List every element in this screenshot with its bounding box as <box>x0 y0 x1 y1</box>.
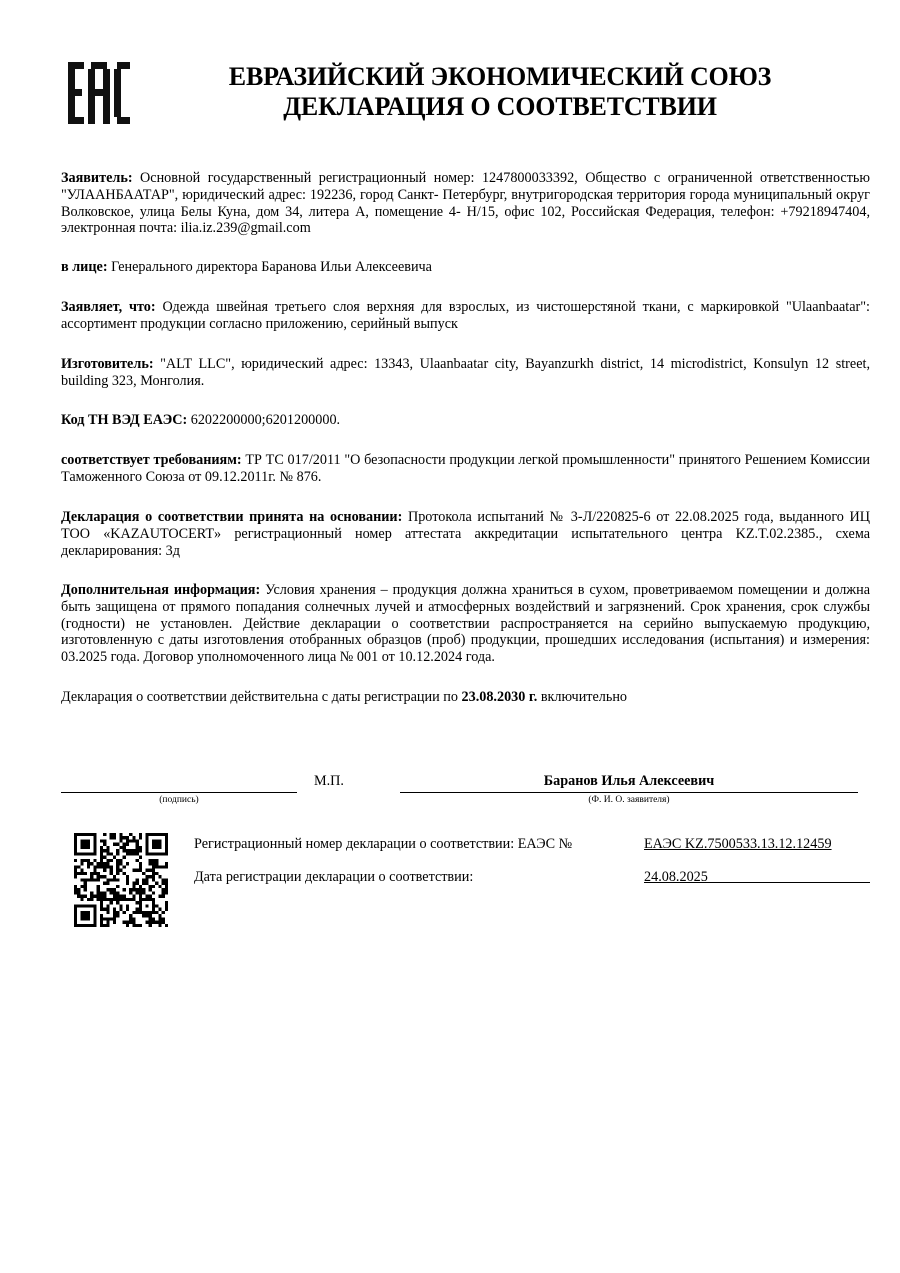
name-caption: (Ф. И. О. заявителя) <box>588 795 670 805</box>
declares-text: Одежда швейная третьего слоя верхняя для взрослых, из чистошерстяной ткани, с маркировкой "Ulaanbaatar": ассортимент продукции согласно приложению, серийный выпуск <box>61 299 870 332</box>
requirements-text: ТР ТС 017/2011 "О безопасности продукции легкой промышленности" принятого Решением Комиссии Таможенного Союза от 09.12.2011г. № 876. <box>61 452 870 485</box>
registration-date-underline <box>644 882 870 883</box>
name-line <box>400 792 858 793</box>
person-section <box>61 259 870 276</box>
registration-date-value: 24.08.2025 <box>644 869 708 885</box>
manufacturer-text: "ALT LLC", юридический адрес: 13343, Ulaanbaatar city, Bayanzurkh district, 14 microdistrict, Konsulyn 12 street, building 323, Монголия. <box>61 356 870 389</box>
basis-label: Декларация о соответствии принята на основании: <box>61 509 403 525</box>
document-header <box>150 62 850 122</box>
validity-suffix: включительно <box>537 689 628 705</box>
declares-section <box>61 299 870 333</box>
person-label: в лице: <box>61 259 108 275</box>
stamp-place-label: М.П. <box>314 773 344 789</box>
person-text: Генерального директора Баранова Ильи Алексеевича <box>107 259 432 275</box>
declares-label: Заявляет, что: <box>61 299 156 315</box>
tn-ved-label: Код ТН ВЭД ЕАЭС: <box>61 412 188 428</box>
manufacturer-label: Изготовитель: <box>61 356 154 372</box>
registration-number-value: ЕАЭС KZ.7500533.13.12.12459 <box>644 836 832 852</box>
additional-label: Дополнительная информация: <box>61 582 261 598</box>
tn-ved-text: 6202200000;6201200000. <box>187 412 341 428</box>
manufacturer-section <box>61 356 870 390</box>
registration-date-label: Дата регистрации декларации о соответствии: <box>194 869 474 885</box>
applicant-label: Заявитель: <box>61 170 133 186</box>
additional-section <box>61 582 870 666</box>
applicant-section <box>61 170 870 237</box>
validity-date: 23.08.2030 г. <box>461 689 538 705</box>
validity-section <box>61 689 870 706</box>
requirements-label: соответствует требованиям: <box>61 452 242 468</box>
union-title: ЕВРАЗИЙСКИЙ ЭКОНОМИЧЕСКИЙ СОЮЗ <box>228 62 772 91</box>
signature-caption: (подпись) <box>159 795 199 805</box>
declaration-title: ДЕКЛАРАЦИЯ О СООТВЕТСТВИИ <box>283 92 717 121</box>
validity-prefix: Декларация о соответствии действительна с даты регистрации по <box>61 689 462 705</box>
qr-code-icon <box>74 833 168 927</box>
eac-mark-icon <box>66 62 130 124</box>
requirements-section <box>61 452 870 486</box>
basis-section <box>61 509 870 559</box>
tn-ved-section <box>61 412 870 429</box>
basis-text: Протокола испытаний № 3-Л/220825-6 от 22.08.2025 года, выданного ИЦ ТОО «KAZAUTOCERT» регистрационный номер аттестата аккредитации испытательного центра KZ.T.02.2385., схема декларирования: 3д <box>61 509 871 559</box>
applicant-text: Основной государственный регистрационный номер: 1247800033392, Общество с ограниченной ответственностью "УЛААНБААТАР", юридический адрес: 192236, город Санкт- Петербург, внутригородская территория города муниципальный округ Волковское, улица Белы Куна, дом 34, литера А, помещение 4- Н/15, офис 102, Российская Федерация, телефон: +79218947404, электронная почта: ilia.iz.239@gmail.com <box>61 170 870 237</box>
registration-number-label: Регистрационный номер декларации о соответствии: ЕАЭС № <box>194 836 573 852</box>
signer-name: Баранов Илья Алексеевич <box>543 773 715 789</box>
additional-text: Условия хранения – продукция должна храниться в сухом, проветриваемом помещении и должна быть защищена от прямого попадания солнечных лучей и атмосферных воздействий и загрязнений. Срок хранения, срок службы (годности) не установлен. Действие декларации о соответствии распространяется на серийно выпускаемую продукцию, изготовленную с даты изготовления отобранных образцов (проб) продукции, прошедших исследования (испытания) и измерения: 03.2025 года. Договор уполномоченного лица № 001 от 10.12.2024 года. <box>61 582 870 666</box>
signature-line <box>61 792 297 793</box>
